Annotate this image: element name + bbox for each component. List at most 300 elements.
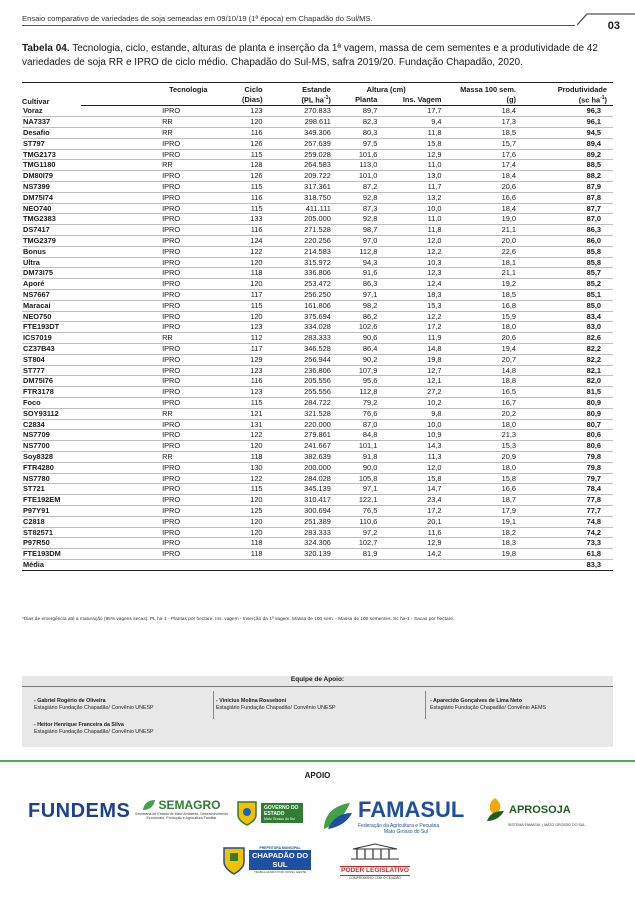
media-empty-cell	[208, 559, 263, 570]
cell-produtividade: 82,0	[516, 376, 613, 387]
camara-logo	[340, 843, 410, 880]
cell-produtividade: 89,2	[516, 149, 613, 160]
support-team-title: Equipe de Apoio:	[290, 676, 345, 683]
cell-altura-planta: 113,0	[331, 160, 377, 171]
table-body	[22, 106, 613, 570]
cell-produtividade: 82,1	[516, 365, 613, 376]
cell-cultivar: Ultra	[22, 257, 81, 268]
cell-altura-planta: 105,8	[331, 473, 377, 484]
person-name: - Aparecido Gonçalves de Lima Neto	[430, 698, 522, 704]
cell-altura-planta: 97,5	[331, 138, 377, 149]
cell-altura-planta: 101,1	[331, 441, 377, 452]
header-massa-unit: (g)	[441, 94, 516, 106]
cell-tecnologia: IPRO	[81, 538, 207, 549]
cell-estande: 209.722	[263, 171, 331, 182]
semagro-leaf-icon	[142, 799, 156, 811]
person-name: - Gabriel Rogério de Oliveira	[34, 698, 106, 704]
cell-estande: 284.722	[263, 397, 331, 408]
cell-tecnologia: IPRO	[81, 106, 207, 117]
cell-ciclo: 120	[208, 441, 263, 452]
cell-produtividade: 96,1	[516, 117, 613, 128]
cell-estande: 318.750	[263, 192, 331, 203]
table-row	[22, 376, 613, 387]
cell-cultivar: ST721	[22, 484, 81, 495]
cell-ciclo: 116	[208, 128, 263, 139]
cell-massa: 21,3	[441, 430, 516, 441]
cell-ins-vagem: 12,7	[377, 365, 441, 376]
cell-produtividade: 80,7	[516, 419, 613, 430]
cell-produtividade: 73,3	[516, 538, 613, 549]
cell-produtividade: 77,7	[516, 505, 613, 516]
footer-rule	[0, 760, 635, 762]
cell-massa: 18,0	[441, 322, 516, 333]
cell-ciclo: 115	[208, 203, 263, 214]
caption-label: Tabela 04.	[22, 43, 70, 54]
cell-ins-vagem: 14,2	[377, 549, 441, 560]
table-row	[22, 128, 613, 139]
cell-massa: 17,4	[441, 160, 516, 171]
cell-tecnologia: IPRO	[81, 527, 207, 538]
cell-massa: 19,1	[441, 516, 516, 527]
cell-ins-vagem: 23,4	[377, 495, 441, 506]
cell-massa: 21,1	[441, 268, 516, 279]
cell-ins-vagem: 20,1	[377, 516, 441, 527]
cell-tecnologia: IPRO	[81, 516, 207, 527]
person-name: - Vinicius Molina Rosseboni	[216, 698, 287, 704]
header-ins-vagem: Ins. Vagem	[377, 94, 441, 106]
governo-subtitle: Mato Grosso do Sul	[264, 816, 295, 821]
cell-estande: 256.944	[263, 354, 331, 365]
cell-tecnologia: IPRO	[81, 300, 207, 311]
header-cultivar: Cultivar	[22, 96, 50, 106]
cell-produtividade: 86,0	[516, 236, 613, 247]
header-altura: Altura (cm)	[366, 85, 406, 94]
cell-ciclo: 117	[208, 344, 263, 355]
cell-cultivar: C2818	[22, 516, 81, 527]
support-divider	[213, 691, 214, 719]
state-seal-icon	[236, 800, 258, 826]
page-number-tab	[577, 13, 635, 37]
cell-ins-vagem: 14,3	[377, 441, 441, 452]
table-row	[22, 171, 613, 182]
cell-estande: 345.139	[263, 484, 331, 495]
cell-produtividade: 74,8	[516, 516, 613, 527]
cell-ins-vagem: 17,7	[377, 106, 441, 117]
cell-ciclo: 123	[208, 322, 263, 333]
cell-tecnologia: IPRO	[81, 236, 207, 247]
cell-massa: 18,4	[441, 106, 516, 117]
prefeitura-name: CHAPADÃO DO SUL	[249, 850, 311, 870]
person-role: Estagiário Fundação Chapadão/ Convênio AEMS	[430, 705, 547, 711]
cell-tecnologia: IPRO	[81, 268, 207, 279]
cell-estande: 283.333	[263, 333, 331, 344]
cell-ins-vagem: 12,3	[377, 268, 441, 279]
cell-cultivar: ST797	[22, 138, 81, 149]
cell-estande: 264.583	[263, 160, 331, 171]
municipal-crest-icon	[222, 845, 246, 875]
table-row	[22, 441, 613, 452]
cell-tecnologia: RR	[81, 451, 207, 462]
cell-estande: 236.806	[263, 365, 331, 376]
cell-massa: 18,0	[441, 419, 516, 430]
cell-ins-vagem: 12,9	[377, 538, 441, 549]
cell-produtividade: 78,4	[516, 484, 613, 495]
cell-cultivar: Bonus	[22, 246, 81, 257]
cell-ciclo: 123	[208, 106, 263, 117]
cell-altura-planta: 81,9	[331, 549, 377, 560]
cell-ins-vagem: 12,4	[377, 279, 441, 290]
support-person	[34, 698, 154, 712]
cell-ins-vagem: 11,6	[377, 527, 441, 538]
cell-altura-planta: 97,2	[331, 527, 377, 538]
cell-ins-vagem: 13,2	[377, 192, 441, 203]
table-row	[22, 257, 613, 268]
cell-cultivar: C2834	[22, 419, 81, 430]
cell-ciclo: 120	[208, 257, 263, 268]
cell-ins-vagem: 11,8	[377, 225, 441, 236]
cell-produtividade: 77,8	[516, 495, 613, 506]
cell-massa: 17,6	[441, 149, 516, 160]
cell-produtividade: 85,0	[516, 300, 613, 311]
table-row	[22, 354, 613, 365]
cell-altura-planta: 107,9	[331, 365, 377, 376]
results-table	[22, 82, 613, 571]
header-tecnologia-blank	[81, 94, 207, 106]
table-row	[22, 430, 613, 441]
cell-massa: 14,8	[441, 365, 516, 376]
cell-estande: 220.000	[263, 419, 331, 430]
cell-estande: 300.694	[263, 505, 331, 516]
cell-ciclo: 118	[208, 549, 263, 560]
cell-altura-planta: 102,6	[331, 322, 377, 333]
cell-ins-vagem: 11,9	[377, 333, 441, 344]
camara-name: PODER LEGISLATIVO	[341, 867, 409, 874]
cell-altura-planta: 97,0	[331, 236, 377, 247]
cell-altura-planta: 82,3	[331, 117, 377, 128]
cell-altura-planta: 101,6	[331, 149, 377, 160]
cell-cultivar: ST82571	[22, 527, 81, 538]
support-person	[34, 722, 154, 736]
cell-tecnologia: IPRO	[81, 376, 207, 387]
cell-altura-planta: 91,8	[331, 451, 377, 462]
cell-altura-planta: 94,3	[331, 257, 377, 268]
cell-ins-vagem: 12,2	[377, 246, 441, 257]
apoio-label: APOIO	[304, 771, 331, 780]
header-tecnologia: Tecnologia	[169, 85, 208, 94]
cell-altura-planta: 76,5	[331, 505, 377, 516]
cell-ciclo: 116	[208, 225, 263, 236]
cell-produtividade: 82,2	[516, 354, 613, 365]
cell-ciclo: 116	[208, 376, 263, 387]
cell-produtividade: 82,2	[516, 344, 613, 355]
cell-estande: 336.806	[263, 268, 331, 279]
cell-massa: 18,2	[441, 527, 516, 538]
governo-logo	[236, 800, 303, 826]
media-empty-cell	[331, 559, 377, 570]
cell-ins-vagem: 10,0	[377, 203, 441, 214]
cell-tecnologia: IPRO	[81, 462, 207, 473]
cell-ciclo: 122	[208, 430, 263, 441]
cell-massa: 22,6	[441, 246, 516, 257]
cell-estande: 259.028	[263, 149, 331, 160]
cell-ins-vagem: 11,0	[377, 160, 441, 171]
cell-altura-planta: 80,3	[331, 128, 377, 139]
cell-produtividade: 81,5	[516, 387, 613, 398]
cell-cultivar: Soy8328	[22, 451, 81, 462]
cell-altura-planta: 102,7	[331, 538, 377, 549]
cell-tecnologia: IPRO	[81, 365, 207, 376]
cell-ins-vagem: 12,1	[377, 376, 441, 387]
cell-ins-vagem: 18,3	[377, 290, 441, 301]
cell-massa: 15,3	[441, 441, 516, 452]
cell-cultivar: NS7780	[22, 473, 81, 484]
cell-altura-planta: 92,8	[331, 192, 377, 203]
cell-massa: 20,2	[441, 408, 516, 419]
cell-tecnologia: IPRO	[81, 203, 207, 214]
header-massa: Massa 100 sem.	[460, 85, 516, 94]
cell-tecnologia: IPRO	[81, 505, 207, 516]
cell-cultivar: Aporé	[22, 279, 81, 290]
table-row	[22, 451, 613, 462]
cell-estande: 161.806	[263, 300, 331, 311]
cell-massa: 20,6	[441, 182, 516, 193]
cell-cultivar: P97R50	[22, 538, 81, 549]
cell-cultivar: TMG2383	[22, 214, 81, 225]
cell-ins-vagem: 15,8	[377, 138, 441, 149]
cell-ins-vagem: 27,2	[377, 387, 441, 398]
cell-estande: 284.028	[263, 473, 331, 484]
table-row	[22, 462, 613, 473]
cell-estande: 315.972	[263, 257, 331, 268]
support-person	[430, 698, 546, 712]
famasul-emblem-icon	[320, 801, 354, 831]
cell-produtividade: 79,8	[516, 462, 613, 473]
cell-tecnologia: IPRO	[81, 149, 207, 160]
legislative-building-icon	[347, 843, 403, 861]
cell-cultivar: Maracaí	[22, 300, 81, 311]
cell-estande: 251.389	[263, 516, 331, 527]
cell-altura-planta: 101,0	[331, 171, 377, 182]
media-empty-cell	[441, 559, 516, 570]
cell-cultivar: TMG2173	[22, 149, 81, 160]
table-row	[22, 344, 613, 355]
cell-massa: 16,6	[441, 484, 516, 495]
cell-massa: 18,0	[441, 462, 516, 473]
famasul-subtitle-1: Federação da Agricultura e Pecuária	[358, 823, 440, 829]
cell-cultivar: SOY93112	[22, 408, 81, 419]
cell-ciclo: 120	[208, 311, 263, 322]
cell-ciclo: 128	[208, 160, 263, 171]
cell-cultivar: NA7337	[22, 117, 81, 128]
aprosoja-name: APROSOJA	[509, 804, 571, 816]
cell-cultivar: DM75I76	[22, 376, 81, 387]
cell-altura-planta: 92,8	[331, 214, 377, 225]
table-row	[22, 182, 613, 193]
table-row	[22, 236, 613, 247]
table-row	[22, 473, 613, 484]
cell-massa: 18,7	[441, 495, 516, 506]
cell-massa: 15,9	[441, 311, 516, 322]
cell-massa: 17,9	[441, 505, 516, 516]
cell-estande: 257.639	[263, 138, 331, 149]
cell-cultivar: DS7417	[22, 225, 81, 236]
table-row	[22, 505, 613, 516]
cell-produtividade: 83,0	[516, 322, 613, 333]
cell-estande: 270.833	[263, 106, 331, 117]
cell-massa: 18,8	[441, 376, 516, 387]
cell-ins-vagem: 10,0	[377, 419, 441, 430]
cell-ciclo: 120	[208, 117, 263, 128]
table-row	[22, 516, 613, 527]
cell-massa: 19,8	[441, 549, 516, 560]
header-produtividade: Produtividade	[557, 85, 607, 94]
cell-massa: 16,7	[441, 397, 516, 408]
cell-tecnologia: IPRO	[81, 354, 207, 365]
semagro-subtitle: Secretaria de Estado de Meio Ambiente, Desenvolvimento Econômico, Produção e Agricultura Familiar	[135, 812, 228, 821]
header-planta: Planta	[331, 94, 377, 106]
cell-tecnologia: IPRO	[81, 279, 207, 290]
cell-ins-vagem: 12,2	[377, 311, 441, 322]
person-name: - Heitor Henrique Franceira da Silva	[34, 722, 124, 728]
cell-ciclo: 120	[208, 527, 263, 538]
cell-massa: 18,5	[441, 128, 516, 139]
cell-ins-vagem: 11,3	[377, 451, 441, 462]
cell-tecnologia: IPRO	[81, 246, 207, 257]
cell-altura-planta: 79,2	[331, 397, 377, 408]
cell-altura-planta: 122,1	[331, 495, 377, 506]
famasul-logo	[320, 797, 464, 835]
cell-ciclo: 115	[208, 300, 263, 311]
camara-subtitle: COMPROMISSO COM O CIDADÃO	[349, 876, 401, 880]
cell-produtividade: 88,5	[516, 160, 613, 171]
cell-ciclo: 115	[208, 397, 263, 408]
cell-altura-planta: 112,8	[331, 246, 377, 257]
cell-altura-planta: 87,3	[331, 203, 377, 214]
header-ciclo-unit: (Dias)	[208, 94, 263, 106]
cell-cultivar: Voraz	[22, 106, 81, 117]
support-divider	[425, 691, 426, 719]
table-row	[22, 419, 613, 430]
cell-massa: 16,6	[441, 192, 516, 203]
cell-cultivar: FTR4280	[22, 462, 81, 473]
cell-produtividade: 61,8	[516, 549, 613, 560]
cell-ciclo: 131	[208, 419, 263, 430]
cell-massa: 20,0	[441, 236, 516, 247]
prefeitura-subtitle: TRABALHANDO POR NOSSA GENTE	[253, 870, 307, 874]
cell-massa: 15,7	[441, 138, 516, 149]
cell-ins-vagem: 15,8	[377, 473, 441, 484]
cell-ciclo: 117	[208, 290, 263, 301]
cell-massa: 20,9	[441, 451, 516, 462]
cell-massa: 21,1	[441, 225, 516, 236]
semagro-logo	[134, 798, 229, 821]
header-rule	[22, 25, 575, 26]
cell-produtividade: 74,2	[516, 527, 613, 538]
cell-massa: 18,1	[441, 257, 516, 268]
cell-estande: 205.000	[263, 214, 331, 225]
table-row	[22, 203, 613, 214]
cell-tecnologia: IPRO	[81, 430, 207, 441]
table-row	[22, 106, 613, 117]
person-role: Estagiário Fundação Chapadão/ Convênio UNESP	[34, 705, 154, 711]
cell-ciclo: 120	[208, 495, 263, 506]
cell-altura-planta: 86,2	[331, 311, 377, 322]
cell-produtividade: 87,0	[516, 214, 613, 225]
cell-estande: 205.556	[263, 376, 331, 387]
cell-massa: 18,4	[441, 171, 516, 182]
cell-altura-planta: 84,8	[331, 430, 377, 441]
cell-tecnologia: IPRO	[81, 495, 207, 506]
cell-ins-vagem: 9,4	[377, 117, 441, 128]
table-row	[22, 322, 613, 333]
cell-estande: 279.861	[263, 430, 331, 441]
famasul-name: FAMASUL	[358, 797, 465, 822]
cell-cultivar: P97Y91	[22, 505, 81, 516]
cell-estande: 324.306	[263, 538, 331, 549]
cell-altura-planta: 87,0	[331, 419, 377, 430]
cell-estande: 256.250	[263, 290, 331, 301]
cell-tecnologia: IPRO	[81, 387, 207, 398]
table-row	[22, 160, 613, 171]
cell-massa: 20,6	[441, 333, 516, 344]
table-row	[22, 365, 613, 376]
cell-massa: 16,5	[441, 387, 516, 398]
cell-ciclo: 121	[208, 408, 263, 419]
cell-altura-planta: 90,0	[331, 462, 377, 473]
cell-altura-planta: 90,2	[331, 354, 377, 365]
cell-massa: 17,3	[441, 117, 516, 128]
cell-cultivar: NS7399	[22, 182, 81, 193]
table-row	[22, 300, 613, 311]
person-role: Estagiário Fundação Chapadão/ Convênio UNESP	[34, 729, 154, 735]
cell-altura-planta: 98,7	[331, 225, 377, 236]
cell-estande: 310.417	[263, 495, 331, 506]
cell-ins-vagem: 10,3	[377, 257, 441, 268]
prefeitura-logo	[222, 845, 311, 875]
table-row	[22, 117, 613, 128]
cell-tecnologia: IPRO	[81, 549, 207, 560]
cell-cultivar: ICS7019	[22, 333, 81, 344]
cell-ins-vagem: 11,7	[377, 182, 441, 193]
cell-tecnologia: IPRO	[81, 311, 207, 322]
table-row	[22, 225, 613, 236]
cell-ciclo: 115	[208, 149, 263, 160]
cell-estande: 382.639	[263, 451, 331, 462]
media-empty-cell	[377, 559, 441, 570]
cell-tecnologia: IPRO	[81, 171, 207, 182]
cell-tecnologia: IPRO	[81, 182, 207, 193]
cell-massa: 20,7	[441, 354, 516, 365]
fundems-logo: FUNDEMS	[28, 800, 131, 822]
cell-estande: 317.361	[263, 182, 331, 193]
cell-cultivar: ST777	[22, 365, 81, 376]
cell-produtividade: 87,8	[516, 192, 613, 203]
cell-ins-vagem: 17,2	[377, 322, 441, 333]
cell-altura-planta: 95,6	[331, 376, 377, 387]
cell-cultivar: FTR3178	[22, 387, 81, 398]
cell-ins-vagem: 10,2	[377, 397, 441, 408]
table-row	[22, 333, 613, 344]
support-team-rule	[22, 686, 613, 687]
cell-massa: 18,5	[441, 290, 516, 301]
cell-estande: 255.556	[263, 387, 331, 398]
page-number: 03	[607, 20, 620, 32]
cell-cultivar: Foco	[22, 397, 81, 408]
cell-ciclo: 115	[208, 182, 263, 193]
cell-massa: 19,0	[441, 214, 516, 225]
cell-altura-planta: 97,1	[331, 290, 377, 301]
cell-estande: 334.028	[263, 322, 331, 333]
